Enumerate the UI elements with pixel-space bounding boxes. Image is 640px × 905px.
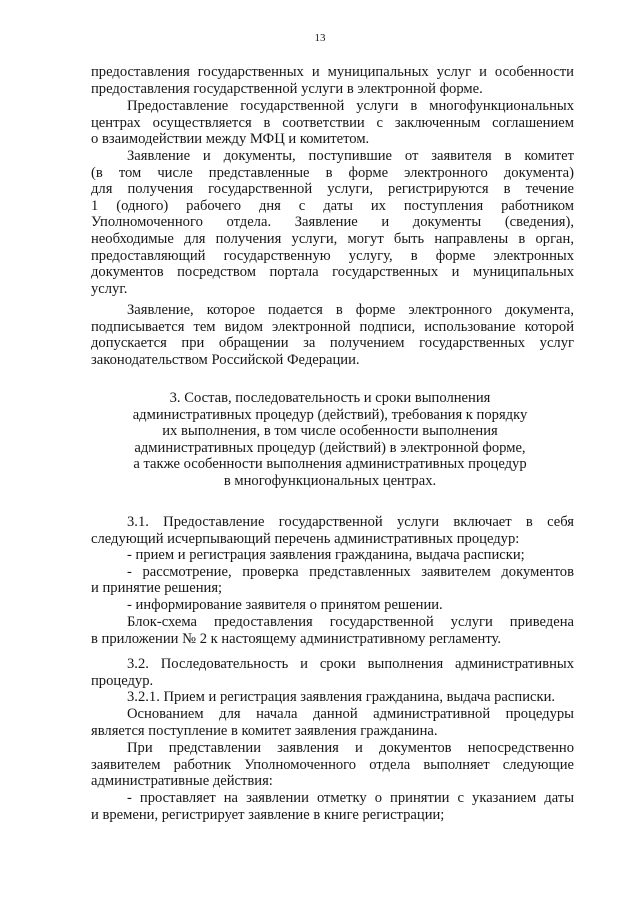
text-line: в приложении № 2 к настоящему административному регламенту. <box>91 630 502 647</box>
list-item: и принятие решения; <box>91 580 223 597</box>
text-line: заявителем работник Уполномоченного отдела выполняет следующие <box>91 756 574 773</box>
procedure-list <box>91 547 574 613</box>
paragraph-3-2 <box>91 656 574 689</box>
paragraph-1 <box>91 64 574 97</box>
text-line: При представлении заявления и документов непосредственно <box>127 740 574 756</box>
text-line: 3.2.1. Прием и регистрация заявления гражданина, выдача расписки. <box>127 689 556 705</box>
paragraph-registration <box>91 790 574 823</box>
paragraph-3-1 <box>91 514 574 547</box>
text-line: процедур. <box>91 672 154 689</box>
heading-line: а также особенности выполнения административных процедур <box>133 456 527 473</box>
heading-line: их выполнения, в том числе особенности выполнения <box>162 423 498 440</box>
text-line: 3.1. Предоставление государственной услуги включает в себя <box>127 514 574 530</box>
text-line: следующий исчерпывающий перечень административных процедур: <box>91 530 520 547</box>
heading-line: в многофункциональных центрах. <box>223 472 437 489</box>
page-number: 13 <box>314 32 326 44</box>
list-item: - информирование заявителя о принятом решении. <box>127 596 443 613</box>
text-line: документов посредством портала государственных и муниципальных <box>91 264 574 281</box>
text-line: административные действия: <box>91 773 273 790</box>
text-line: Основанием для начала данной административной процедуры <box>127 706 574 722</box>
text-line: законодательством Российской Федерации. <box>91 351 360 368</box>
text-line: центрах осуществляется в соответствии с заключенным соглашением <box>91 114 574 131</box>
text-line: о взаимодействии между МФЦ и комитетом. <box>91 131 370 148</box>
paragraph-basis <box>91 706 574 739</box>
text-line: (в том числе представленные в форме электронного документа) <box>91 164 574 181</box>
text-line: необходимые для получения услуги, могут быть направлены в орган, <box>91 230 574 247</box>
text-line: допускается при обращении за получением государственных услуг <box>91 335 574 352</box>
heading-line: административных процедур (действий), требования к порядку <box>132 406 528 423</box>
text-line: - проставляет на заявлении отметку о принятии с указанием даты <box>127 790 574 806</box>
heading-line: 3. Состав, последовательность и сроки выполнения <box>169 390 491 406</box>
text-line: подписывается тем видом электронной подписи, использование которой <box>91 318 574 335</box>
text-line: Уполномоченного отдела. Заявление и документы (сведения), <box>91 214 574 231</box>
paragraph-3-2-1 <box>91 689 574 706</box>
list-item: - рассмотрение, проверка представленных заявителем документов <box>127 563 574 580</box>
paragraph-4 <box>91 302 574 368</box>
text-line: и времени, регистрирует заявление в книге регистрации; <box>91 806 445 823</box>
paragraph-2 <box>91 98 574 148</box>
paragraph-3 <box>91 148 574 297</box>
heading-line: административных процедур (действий) в электронной форме, <box>134 439 526 456</box>
text-line: 3.2. Последовательность и сроки выполнения административных <box>127 656 574 672</box>
text-line: является поступление в комитет заявления гражданина. <box>91 722 438 739</box>
paragraph-block-diagram <box>91 614 574 647</box>
list-item: - прием и регистрация заявления гражданина, выдача расписки; <box>127 547 525 563</box>
paragraph-submission <box>91 740 574 790</box>
text-line: Заявление и документы, поступившие от заявителя в комитет <box>127 148 574 164</box>
text-line: услуг. <box>91 280 128 297</box>
text-line: предоставляющий государственную услугу, в форме электронных <box>91 247 574 264</box>
text-line: Предоставление государственной услуги в многофункциональных <box>127 98 574 114</box>
text-line: Блок-схема предоставления государственной услуги приведена <box>127 614 574 630</box>
text-line: 1 (одного) рабочего дня с даты их поступления работником <box>91 197 574 214</box>
text-line: для получения государственной услуги, регистрируются в течение <box>91 181 574 198</box>
text-line: предоставления государственной услуги в электронной форме. <box>91 80 483 97</box>
text-line: предоставления государственных и муниципальных услуг и особенности <box>91 64 574 80</box>
text-line: Заявление, которое подается в форме электронного документа, <box>127 302 574 318</box>
section-3-heading <box>100 390 560 490</box>
